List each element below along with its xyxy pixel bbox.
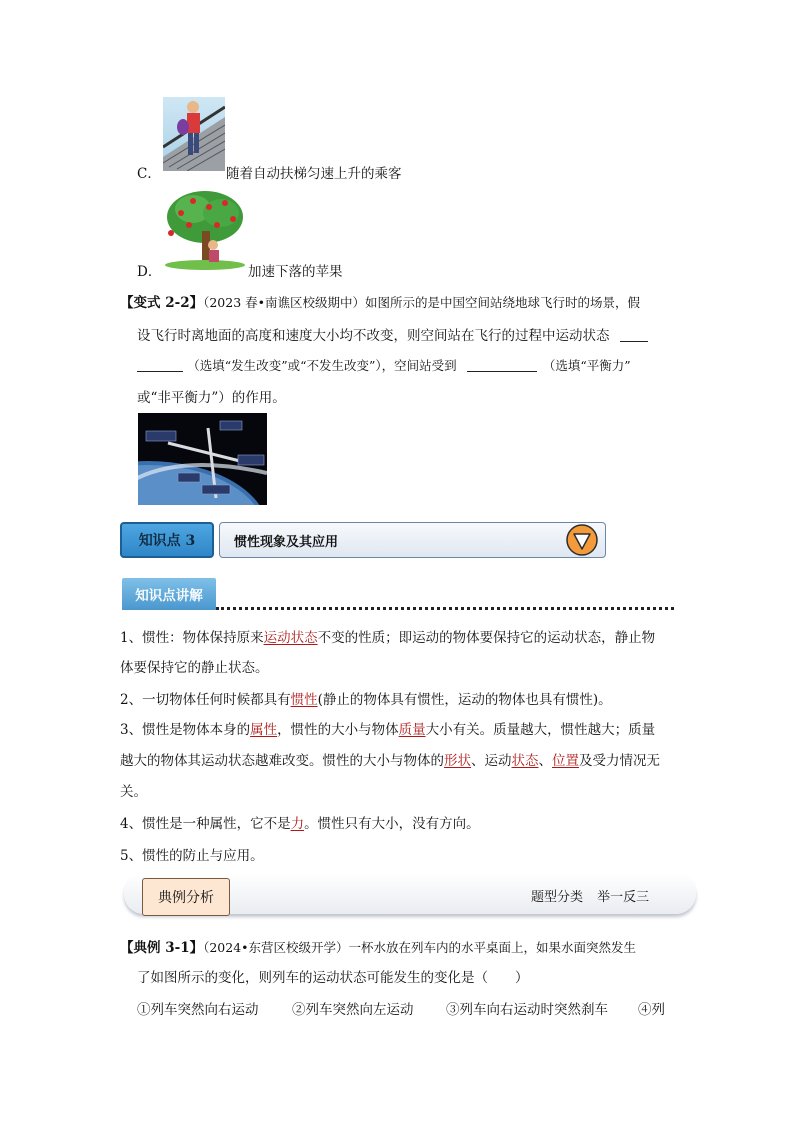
text: 2、一切物体任何时候都具有 — [120, 692, 291, 708]
text: 1、惯性：物体保持原来 — [120, 630, 264, 646]
option-d-label: D． — [137, 264, 162, 280]
knowledge-point-title: 惯性现象及其应用 — [234, 534, 339, 550]
example-tag: 【典例 3-1】 — [120, 940, 204, 956]
text: 。惯性只有大小，没有方向。 — [304, 816, 480, 832]
text: 、运动 — [471, 753, 512, 769]
answer-blank-1b[interactable] — [137, 370, 183, 372]
point-1-line-2 — [120, 656, 269, 676]
text: 3、惯性是物体本身的 — [120, 722, 251, 738]
variant-tag: 【变式 2-2】 — [120, 295, 204, 311]
text: (静止的物体具有惯性，运动的物体也具有惯性)。 — [317, 692, 612, 708]
point-3-line-2 — [120, 749, 660, 769]
variant-text-line4: 或“非平衡力”）的作用。 — [137, 390, 286, 406]
knowledge-point-title-bar — [219, 522, 606, 558]
knowledge-point-label — [120, 522, 214, 558]
choice-3[interactable]: ③列车向右运动时突然刹车 — [446, 1002, 608, 1018]
divider — [216, 607, 674, 610]
example-banner-tag — [142, 878, 230, 916]
choice-1[interactable]: ①列车突然向右运动 — [137, 1002, 259, 1018]
text: 5、惯性的防止与应用。 — [120, 848, 264, 864]
escalator-passenger-image — [163, 97, 225, 171]
text: 及受力情况无 — [579, 753, 660, 769]
keyword: 属性 — [250, 722, 278, 738]
knowledge-point-number: 知识点 3 — [138, 533, 196, 549]
text: 关。 — [120, 784, 147, 800]
variant-text-line3b: （选填“平衡力” — [542, 358, 631, 373]
keyword: 状态 — [511, 753, 539, 769]
point-5 — [120, 844, 264, 864]
text: 越大的物体其运动状态越难改变。惯性的大小与物体的 — [120, 753, 444, 769]
option-c-text: 随着自动扶梯匀速上升的乘客 — [226, 166, 402, 182]
point-3-line-1 — [120, 718, 655, 738]
keyword: 形状 — [444, 753, 471, 769]
space-station-image — [138, 413, 267, 505]
example-text-line2: 了如图所示的变化，则列车的运动状态可能发生的变化是（ ） — [137, 970, 529, 986]
explanation-tab-label: 知识点讲解 — [135, 588, 203, 604]
keyword: 力 — [290, 816, 305, 832]
example-banner-subtitle: 题型分类 举一反三 — [531, 890, 650, 905]
apple-tree-image — [163, 187, 247, 270]
explanation-tab — [122, 578, 216, 610]
chevron-down-icon[interactable] — [566, 524, 598, 556]
point-2 — [120, 688, 612, 708]
option-c-label: C． — [137, 166, 161, 182]
point-1-line-1 — [120, 626, 655, 646]
keyword: 位置 — [552, 753, 579, 769]
option-d-text: 加速下落的苹果 — [248, 264, 343, 280]
answer-blank-1a[interactable] — [620, 340, 648, 342]
point-3-line-3 — [120, 780, 147, 800]
choice-4[interactable]: ④列 — [638, 1002, 665, 1018]
example-text-line1: （2024•东营区校级开学）一杯水放在列车内的水平桌面上，如果水面突然发生 — [203, 940, 637, 955]
variant-text-line1: （2023 春•南谯区校级期中）如图所示的是中国空间站绕地球飞行时的场景，假 — [203, 295, 641, 310]
text: 体要保持它的静止状态。 — [120, 660, 269, 676]
text: 4、惯性是一种属性，它不是 — [120, 816, 291, 832]
text: 、 — [538, 753, 552, 769]
keyword: 运动状态 — [263, 630, 318, 646]
point-4 — [120, 812, 480, 832]
keyword: 质量 — [398, 722, 426, 738]
text: ，惯性的大小与物体 — [277, 722, 399, 738]
answer-blank-2[interactable] — [467, 370, 537, 372]
variant-text-line3a: （选填“发生改变”或“不发生改变”），空间站受到 — [187, 358, 457, 373]
keyword: 惯性 — [290, 692, 318, 708]
example-banner-tag-label: 典例分析 — [158, 890, 214, 906]
text: 大小有关。质量越大，惯性越大；质量 — [425, 722, 656, 738]
variant-text-line2: 设飞行时离地面的高度和速度大小均不改变，则空间站在飞行的过程中运动状态 — [137, 328, 610, 344]
choice-2[interactable]: ②列车突然向左运动 — [292, 1002, 414, 1018]
text: 不变的性质；即运动的物体要保持它的运动状态，静止物 — [317, 630, 656, 646]
